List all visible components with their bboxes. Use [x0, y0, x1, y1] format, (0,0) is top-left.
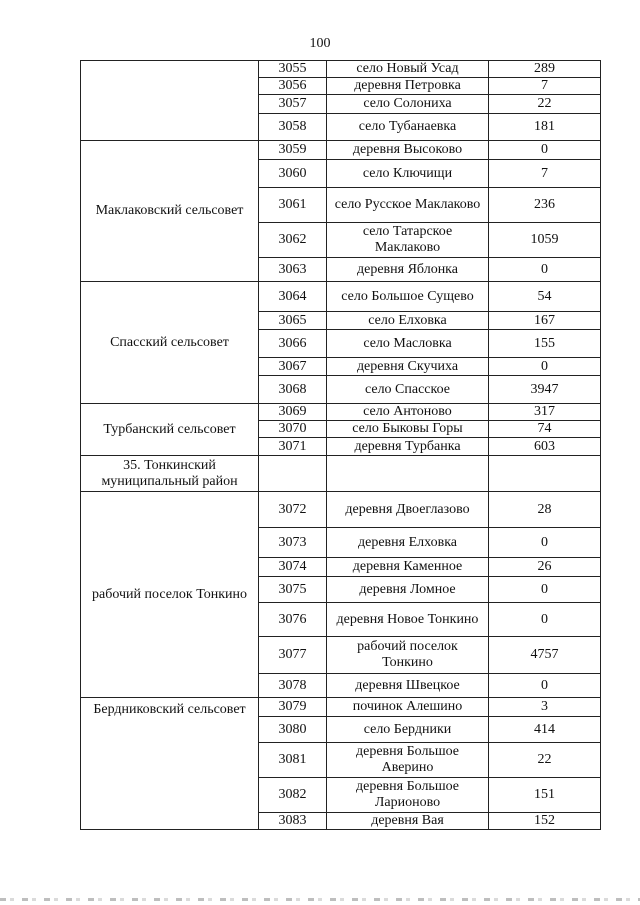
table-row	[81, 282, 601, 312]
settlement-code: 3069	[259, 404, 327, 421]
settlement-name: деревня Новое Тонкино	[327, 603, 489, 637]
settlement-code: 3057	[259, 95, 327, 114]
settlement-population: 7	[489, 160, 601, 188]
scan-artifact	[0, 898, 640, 901]
settlement-name: деревня Елховка	[327, 528, 489, 558]
settlement-code: 3072	[259, 492, 327, 528]
settlement-name: деревня Швецкое	[327, 674, 489, 698]
settlement-name: село Антоново	[327, 404, 489, 421]
municipality-cell-empty	[81, 61, 259, 141]
settlement-code: 3074	[259, 558, 327, 577]
settlement-population: 0	[489, 577, 601, 603]
settlement-code: 3056	[259, 78, 327, 95]
settlement-population: 0	[489, 603, 601, 637]
settlement-code: 3071	[259, 438, 327, 456]
settlement-name: деревня Двоеглазово	[327, 492, 489, 528]
empty-cell	[259, 456, 327, 492]
table-row	[81, 141, 601, 160]
settlement-population: 181	[489, 114, 601, 141]
settlement-code: 3067	[259, 358, 327, 376]
settlement-population: 3	[489, 698, 601, 717]
settlement-population: 4757	[489, 637, 601, 674]
settlement-name: село Татарское Маклаково	[327, 223, 489, 258]
page-number: 100	[309, 36, 331, 51]
settlement-code: 3075	[259, 577, 327, 603]
settlement-code: 3059	[259, 141, 327, 160]
settlement-name: деревня Турбанка	[327, 438, 489, 456]
settlement-code: 3055	[259, 61, 327, 78]
settlement-population: 1059	[489, 223, 601, 258]
settlement-code: 3082	[259, 778, 327, 813]
settlement-population: 0	[489, 528, 601, 558]
settlement-code: 3070	[259, 421, 327, 438]
settlement-code: 3058	[259, 114, 327, 141]
table-row	[81, 698, 601, 717]
settlement-population: 54	[489, 282, 601, 312]
settlement-code: 3066	[259, 330, 327, 358]
settlement-name: деревня Петровка	[327, 78, 489, 95]
settlements-table	[80, 60, 601, 830]
settlement-code: 3061	[259, 188, 327, 223]
settlement-name: село Бердники	[327, 717, 489, 743]
settlement-population: 28	[489, 492, 601, 528]
settlement-name: село Спасское	[327, 376, 489, 404]
settlement-population: 151	[489, 778, 601, 813]
settlement-code: 3079	[259, 698, 327, 717]
settlement-name: деревня Каменное	[327, 558, 489, 577]
settlement-code: 3077	[259, 637, 327, 674]
settlement-name: село Ключищи	[327, 160, 489, 188]
settlement-name: село Быковы Горы	[327, 421, 489, 438]
settlement-population: 167	[489, 312, 601, 330]
settlement-code: 3083	[259, 813, 327, 830]
settlement-population: 0	[489, 141, 601, 160]
settlement-code: 3062	[259, 223, 327, 258]
settlement-name: село Масловка	[327, 330, 489, 358]
settlement-population: 22	[489, 743, 601, 778]
settlement-population: 26	[489, 558, 601, 577]
settlement-population: 152	[489, 813, 601, 830]
municipality-cell: Маклаковский сельсовет	[81, 141, 259, 282]
settlement-name: село Солониха	[327, 95, 489, 114]
empty-cell	[489, 456, 601, 492]
settlement-name: село Тубанаевка	[327, 114, 489, 141]
settlement-name: деревня Скучиха	[327, 358, 489, 376]
municipality-cell: Бердниковский сельсовет	[81, 698, 259, 830]
settlement-population: 0	[489, 674, 601, 698]
settlement-population: 7	[489, 78, 601, 95]
settlement-population: 22	[489, 95, 601, 114]
municipality-cell: Спасский сельсовет	[81, 282, 259, 404]
table-row	[81, 492, 601, 528]
settlement-population: 603	[489, 438, 601, 456]
settlement-name: деревня Яблонка	[327, 258, 489, 282]
municipality-cell: Турбанский сельсовет	[81, 404, 259, 456]
settlement-code: 3060	[259, 160, 327, 188]
settlement-code: 3076	[259, 603, 327, 637]
settlement-population: 317	[489, 404, 601, 421]
settlement-code: 3063	[259, 258, 327, 282]
settlement-name: село Большое Сущево	[327, 282, 489, 312]
settlement-code: 3081	[259, 743, 327, 778]
settlement-name: село Елховка	[327, 312, 489, 330]
settlement-population: 3947	[489, 376, 601, 404]
settlement-population: 155	[489, 330, 601, 358]
settlement-code: 3064	[259, 282, 327, 312]
settlement-name: деревня Большое Аверино	[327, 743, 489, 778]
empty-cell	[327, 456, 489, 492]
district-header-row	[81, 456, 601, 492]
settlement-code: 3078	[259, 674, 327, 698]
settlement-name: село Русское Маклаково	[327, 188, 489, 223]
district-heading: 35. Тонкинский муниципальный район	[81, 456, 259, 492]
settlement-name: село Новый Усад	[327, 61, 489, 78]
settlement-name: деревня Вая	[327, 813, 489, 830]
settlement-population: 74	[489, 421, 601, 438]
table-row	[81, 404, 601, 421]
table-row	[81, 61, 601, 78]
settlement-code: 3073	[259, 528, 327, 558]
settlement-name: рабочий поселок Тонкино	[327, 637, 489, 674]
settlement-population: 236	[489, 188, 601, 223]
settlement-population: 0	[489, 258, 601, 282]
settlement-code: 3065	[259, 312, 327, 330]
settlement-code: 3080	[259, 717, 327, 743]
settlement-name: починок Алешино	[327, 698, 489, 717]
settlement-population: 289	[489, 61, 601, 78]
municipality-cell: рабочий поселок Тонкино	[81, 492, 259, 698]
settlement-name: деревня Большое Ларионово	[327, 778, 489, 813]
settlement-population: 0	[489, 358, 601, 376]
settlement-code: 3068	[259, 376, 327, 404]
settlement-population: 414	[489, 717, 601, 743]
settlement-name: деревня Ломное	[327, 577, 489, 603]
settlement-name: деревня Высоково	[327, 141, 489, 160]
